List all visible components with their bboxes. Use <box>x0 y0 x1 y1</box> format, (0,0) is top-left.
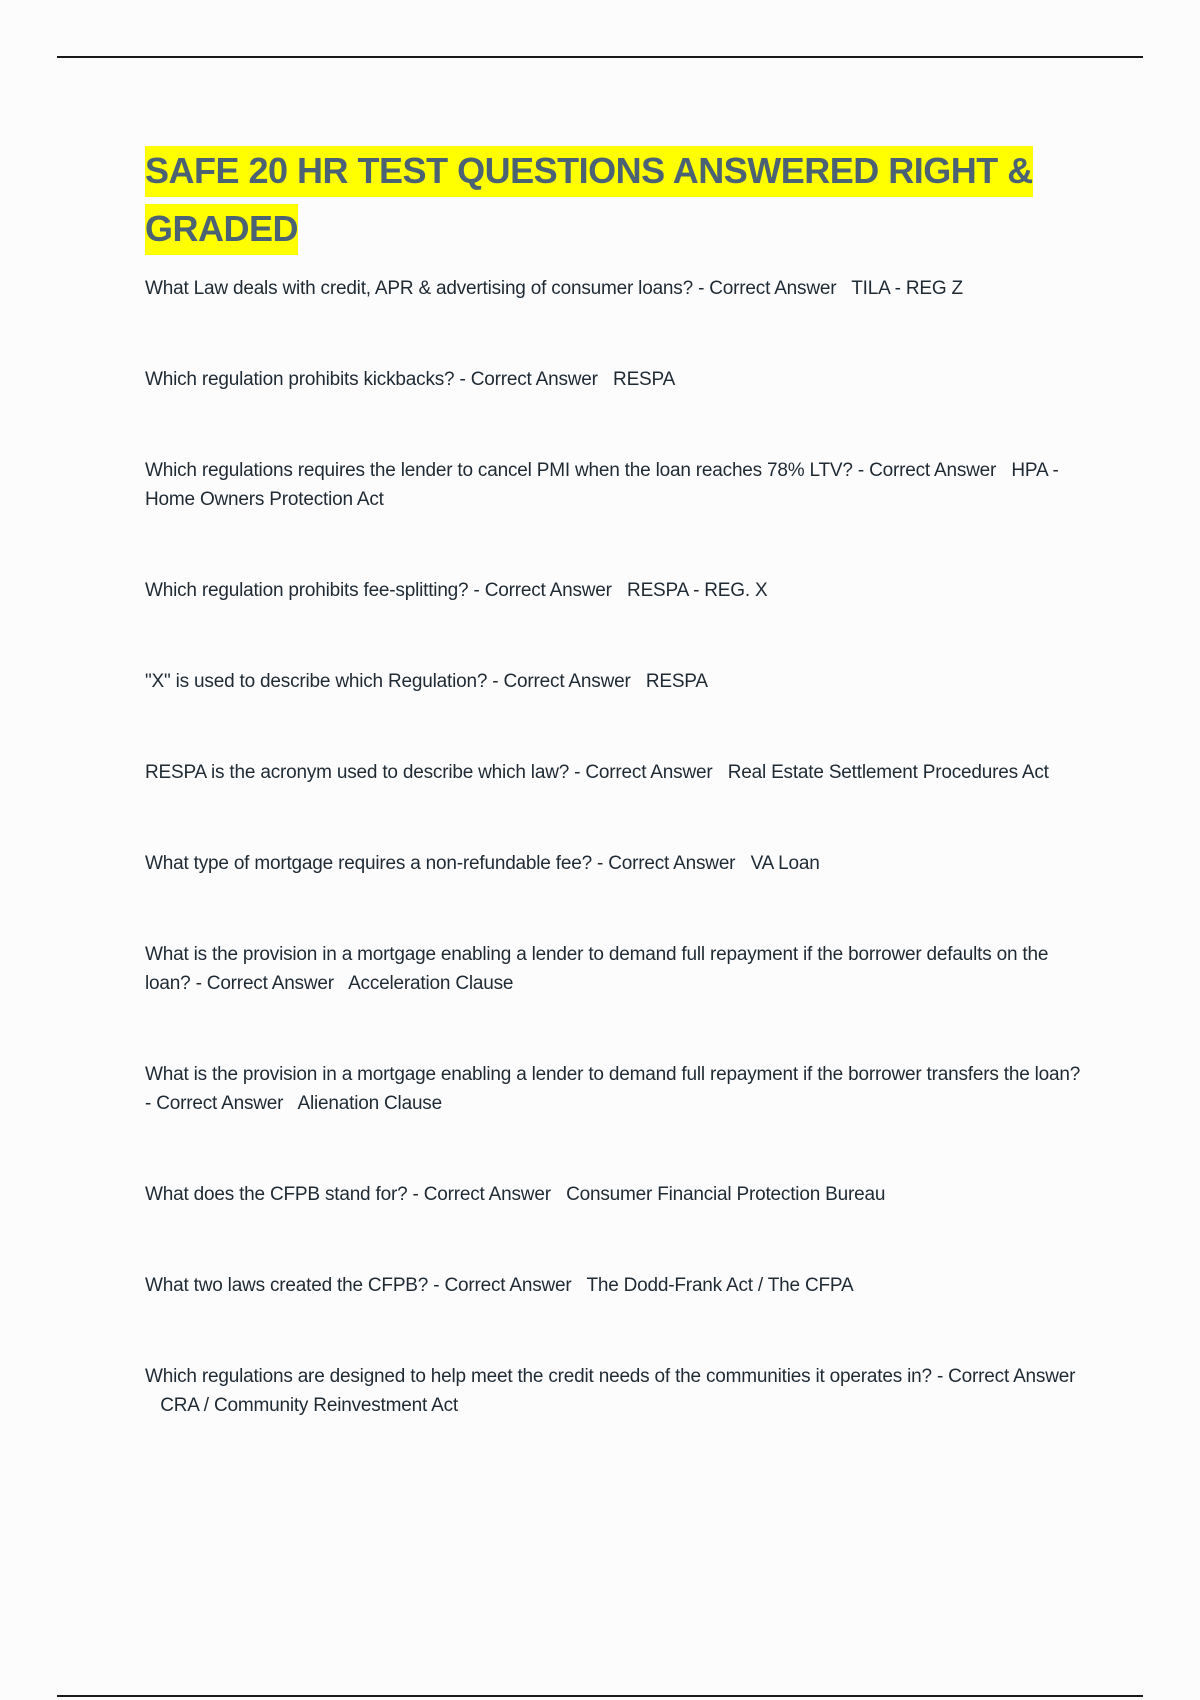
question-text: What type of mortgage requires a non-refundable fee? <box>145 853 592 874</box>
question-text: What does the CFPB stand for? <box>145 1184 408 1205</box>
answer-text: Acceleration Clause <box>348 973 514 994</box>
answer-label: Correct Answer <box>423 1184 551 1205</box>
question-text: Which regulation prohibits fee-splitting? <box>145 580 469 601</box>
answer-label: Correct Answer <box>484 580 612 601</box>
question-text: RESPA is the acronym used to describe which law? <box>145 762 570 783</box>
answer-label: Correct Answer <box>503 671 631 692</box>
question-text: What is the provision in a mortgage enabling a lender to demand full repayment if the borrower transfers the loan? <box>145 1064 1081 1085</box>
question-text: What two laws created the CFPB? <box>145 1275 429 1296</box>
answer-text: Real Estate Settlement Procedures Act <box>727 762 1049 783</box>
answer-label: Correct Answer <box>585 762 713 783</box>
question-text: Which regulation prohibits kickbacks? <box>145 369 455 390</box>
qa-item: "X" is used to describe which Regulation? - Correct Answer RESPA <box>145 671 708 692</box>
answer-text: RESPA <box>613 369 676 390</box>
answer-text: HPA - Home Owners Protection Act <box>145 460 1059 510</box>
question-text: What Law deals with credit, APR & advertising of consumer loans? <box>145 278 693 299</box>
answer-label: Correct Answer <box>206 973 334 994</box>
answer-text: Alienation Clause <box>297 1093 442 1114</box>
qa-item: What type of mortgage requires a non-refundable fee? - Correct Answer VA Loan <box>145 853 820 874</box>
answer-text: RESPA <box>645 671 708 692</box>
question-text: "X" is used to describe which Regulation? <box>145 671 488 692</box>
answer-text: The Dodd-Frank Act / The CFPA <box>586 1275 854 1296</box>
qa-list <box>145 274 1095 1420</box>
answer-text: Consumer Financial Protection Bureau <box>566 1184 886 1205</box>
qa-item: Which regulation prohibits kickbacks? - Correct Answer RESPA <box>145 369 676 390</box>
question-text: Which regulations requires the lender to cancel PMI when the loan reaches 78% LTV? <box>145 460 853 481</box>
answer-label: Correct Answer <box>709 278 837 299</box>
answer-text: CRA / Community Reinvestment Act <box>160 1395 458 1416</box>
qa-item: What is the provision in a mortgage enabling a lender to demand full repayment if the borrower transfers the loan? - Correct Answer Alienation Clause <box>145 1064 1081 1114</box>
answer-label: Correct Answer <box>444 1275 572 1296</box>
title-highlight: SAFE 20 HR TEST QUESTIONS ANSWERED RIGHT & GRADED <box>145 146 1033 255</box>
answer-text: VA Loan <box>750 853 820 874</box>
answer-label: Correct Answer <box>608 853 736 874</box>
footer-rule <box>57 1695 1143 1697</box>
answer-text: RESPA - REG. X <box>627 580 768 601</box>
answer-label: Correct Answer <box>948 1366 1076 1387</box>
question-text: Which regulations are designed to help meet the credit needs of the communities it operates in? <box>145 1366 932 1387</box>
qa-item: Which regulation prohibits fee-splitting? - Correct Answer RESPA - REG. X <box>145 580 768 601</box>
qa-item: What is the provision in a mortgage enabling a lender to demand full repayment if the borrower defaults on the loan? - Correct Answer Acceleration Clause <box>145 944 1049 994</box>
answer-label: Correct Answer <box>869 460 997 481</box>
qa-item: Which regulations are designed to help meet the credit needs of the communities it operates in? - Correct Answer CRA / Community Reinvestment Act <box>145 1366 1076 1416</box>
document-body <box>145 142 1095 1482</box>
answer-label: Correct Answer <box>470 369 598 390</box>
answer-label: Correct Answer <box>156 1093 284 1114</box>
document-title <box>145 142 1095 258</box>
header-rule <box>57 56 1143 58</box>
qa-item: RESPA is the acronym used to describe which law? - Correct Answer Real Estate Settlement Procedures Act <box>145 762 1049 783</box>
answer-text: TILA - REG Z <box>851 278 963 299</box>
qa-item: What does the CFPB stand for? - Correct Answer Consumer Financial Protection Bureau <box>145 1184 886 1205</box>
question-text: What is the provision in a mortgage enabling a lender to demand full repayment if the borrower defaults on the loan? <box>145 944 1049 994</box>
qa-item: What two laws created the CFPB? - Correct Answer The Dodd-Frank Act / The CFPA <box>145 1275 854 1296</box>
qa-item: Which regulations requires the lender to cancel PMI when the loan reaches 78% LTV? - Correct Answer HPA - Home Owners Protection Act <box>145 460 1059 510</box>
qa-item: What Law deals with credit, APR & advertising of consumer loans? - Correct Answer TILA - REG Z <box>145 278 963 299</box>
